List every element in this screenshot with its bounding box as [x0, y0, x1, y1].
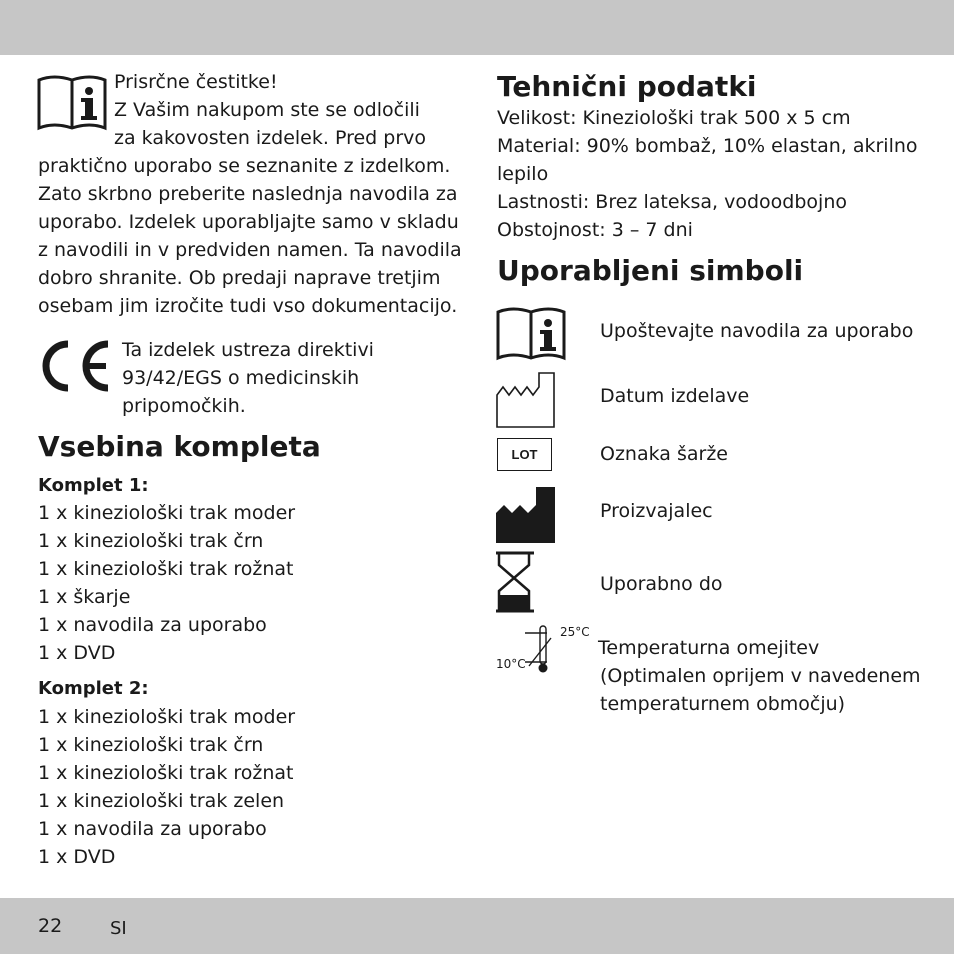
intro-text-full: [38, 152, 462, 320]
list-item: 1 x navodila za uporabo: [38, 818, 267, 840]
manufacturer-symbol-label: Proizvajalec: [600, 500, 713, 522]
language-code: SI: [110, 918, 127, 939]
intro-line: za kakovosten izdelek. Pred prvo: [114, 127, 427, 149]
list-item: 1 x DVD: [38, 846, 116, 868]
set1-list: [38, 499, 295, 667]
intro-line: z navodili in v predviden namen. Ta navodila: [38, 239, 462, 261]
page-number: 22: [38, 915, 63, 937]
list-item: 1 x kineziološki trak moder: [38, 502, 296, 524]
intro-line: osebam jim izročite tudi vso dokumentacijo.: [38, 295, 458, 317]
tech-line: Material: 90% bombaž, 10% elastan, akrilno: [497, 135, 918, 157]
temp-line: Temperaturna omejitev: [598, 637, 820, 659]
temp-line: (Optimalen oprijem v navedenem: [600, 665, 921, 687]
intro-line: praktično uporabo se seznanite z izdelkom.: [38, 155, 451, 177]
info-book-icon: [495, 305, 567, 361]
intro-line: Zato skrbno preberite naslednja navodila za: [38, 183, 458, 205]
tech-line: Lastnosti: Brez lateksa, vodoodbojno: [497, 191, 847, 213]
list-item: 1 x škarje: [38, 586, 131, 608]
ce-line: Ta izdelek ustreza direktivi: [122, 339, 374, 361]
bottom-band: [0, 898, 954, 954]
list-item: 1 x kineziološki trak črn: [38, 734, 264, 756]
set2-heading: Komplet 2:: [38, 678, 149, 699]
lot-symbol-label: Oznaka šarže: [600, 443, 728, 465]
symbols-heading: Uporabljeni simboli: [497, 254, 804, 287]
contents-heading: Vsebina kompleta: [38, 430, 321, 463]
lot-text: LOT: [511, 447, 538, 462]
list-item: 1 x navodila za uporabo: [38, 614, 267, 636]
list-item: 1 x kineziološki trak rožnat: [38, 558, 294, 580]
temp-line: temperaturnem območju): [600, 693, 846, 715]
intro-line: Prisrčne čestitke!: [114, 71, 278, 93]
intro-line: Z Vašim nakupom ste se odločili: [114, 99, 420, 121]
lot-icon: [497, 438, 552, 471]
hourglass-use-by-icon: [495, 551, 537, 613]
intro-text-wrapped: [114, 68, 426, 152]
ce-line: pripomočkih.: [122, 395, 246, 417]
manufacturer-icon: [495, 487, 557, 543]
list-item: 1 x DVD: [38, 642, 116, 664]
temperature-limit-icon: [525, 624, 565, 674]
list-item: 1 x kineziološki trak rožnat: [38, 762, 294, 784]
info-symbol-label: Upoštevajte navodila za uporabo: [600, 320, 914, 342]
list-item: 1 x kineziološki trak črn: [38, 530, 264, 552]
ce-mark-icon: [38, 338, 114, 394]
set2-list: [38, 703, 295, 871]
info-book-icon: [36, 72, 108, 132]
tech-list: [497, 104, 918, 244]
temp-symbol-label: [598, 634, 921, 718]
tech-line: Obstojnost: 3 – 7 dni: [497, 219, 693, 241]
intro-line: dobro shranite. Ob predaji naprave tretjim: [38, 267, 441, 289]
list-item: 1 x kineziološki trak zelen: [38, 790, 285, 812]
temp-high-label: 25°C: [560, 625, 590, 639]
tech-heading: Tehnični podatki: [497, 70, 757, 103]
tech-line: Velikost: Kineziološki trak 500 x 5 cm: [497, 107, 851, 129]
date-symbol-label: Datum izdelave: [600, 385, 750, 407]
date-of-manufacture-icon: [495, 371, 557, 429]
ce-line: 93/42/EGS o medicinskih: [122, 367, 360, 389]
temp-low-label: 10°C: [496, 657, 526, 671]
list-item: 1 x kineziološki trak moder: [38, 706, 296, 728]
tech-line: lepilo: [497, 163, 549, 185]
expiry-symbol-label: Uporabno do: [600, 573, 723, 595]
top-band: [0, 0, 954, 55]
intro-line: uporabo. Izdelek uporabljajte samo v skladu: [38, 211, 459, 233]
set1-heading: Komplet 1:: [38, 475, 149, 496]
ce-text: [122, 336, 374, 420]
